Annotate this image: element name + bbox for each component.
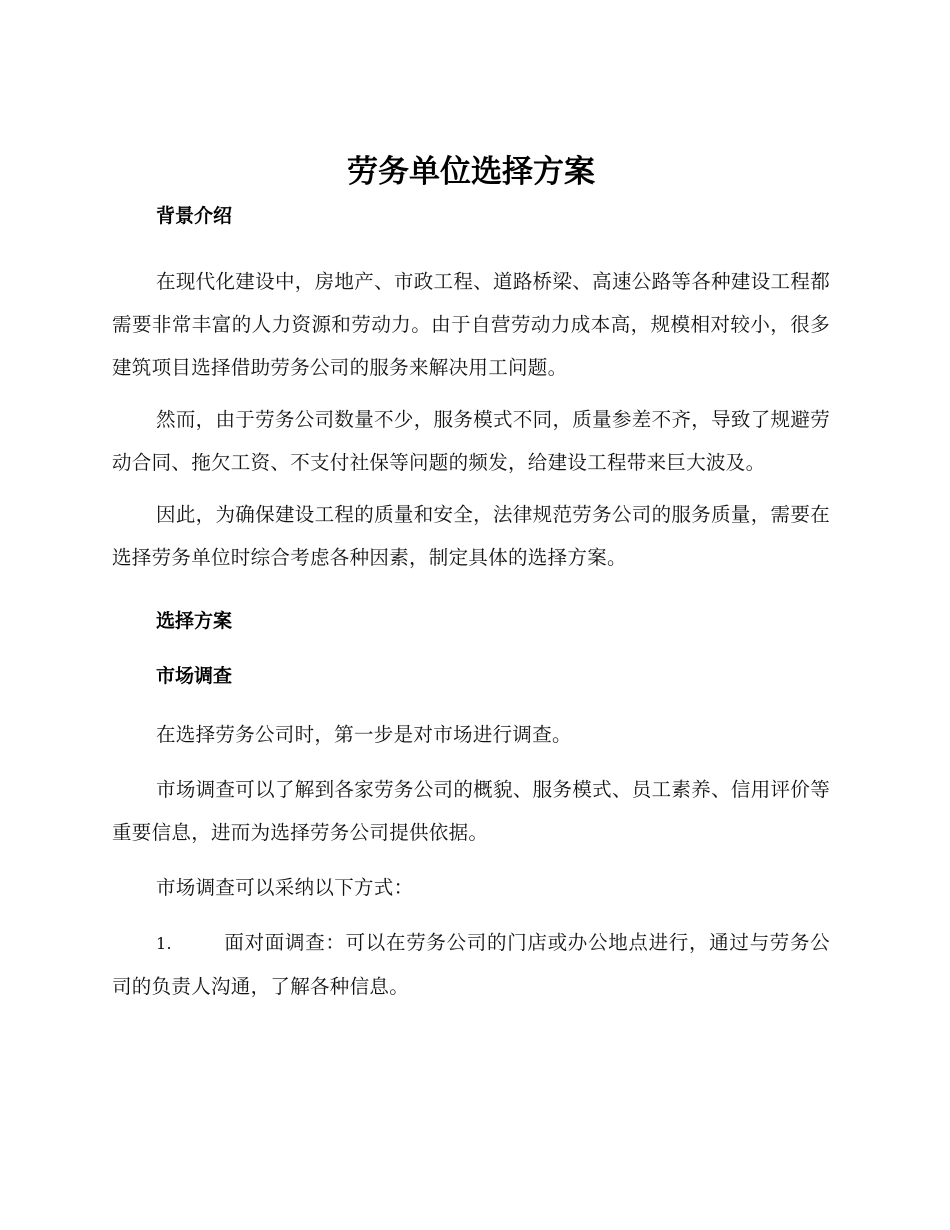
paragraph: 市场调查可以了解到各家劳务公司的概貌、服务模式、员工素养、信用评价等重要信息，进而为选择劳务公司提供依据。: [112, 778, 830, 844]
paragraph: 然而，由于劳务公司数量不少，服务模式不同，质量参差不齐，导致了规避劳动合同、拖欠工资、不支付社保等问题的频发，给建设工程带来巨大波及。: [112, 408, 830, 474]
paragraph: 在选择劳务公司时，第一步是对市场进行调查。: [156, 723, 572, 746]
paragraph: 因此，为确保建设工程的质量和安全，法律规范劳务公司的服务质量，需要在选择劳务单位时综合考虑各种因素，制定具体的选择方案。: [112, 503, 830, 569]
document-page: [112, 150, 830, 1008]
list-item-number: 1.: [156, 934, 172, 953]
paragraph: 在现代化建设中，房地产、市政工程、道路桥梁、高速公路等各种建设工程都需要非常丰富的人力资源和劳动力。由于自营劳动力成本高，规模相对较小，很多建筑项目选择借助劳务公司的服务来解决用工问题。: [112, 270, 830, 379]
paragraph: 市场调查可以采纳以下方式：: [156, 876, 414, 899]
document-title: 劳务单位选择方案: [347, 154, 595, 190]
list-item: [112, 921, 830, 1008]
section-heading-market: 市场调查: [156, 665, 233, 687]
section-heading-background: 背景介绍: [156, 205, 233, 227]
section-heading-plan: 选择方案: [156, 610, 233, 632]
list-item-text: 面对面调查：可以在劳务公司的门店或办公地点进行，通过与劳务公司的负责人沟通，了解各种信息。: [112, 931, 830, 998]
